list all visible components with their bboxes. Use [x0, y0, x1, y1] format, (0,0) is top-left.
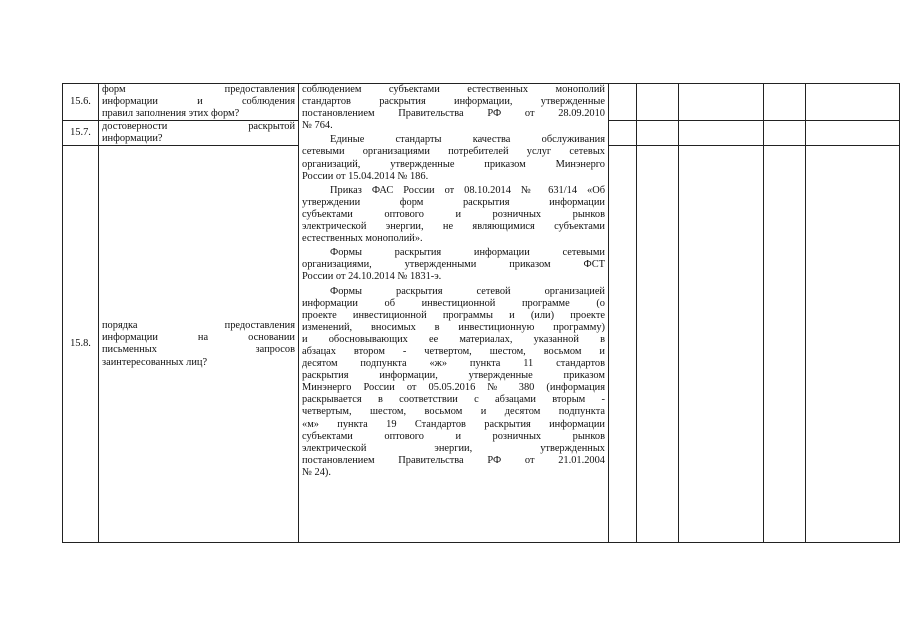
empty-cell [679, 84, 764, 121]
requirement-line: Формы раскрытия информации сетевыми [330, 247, 605, 259]
requirement-line: № 24). [302, 466, 331, 478]
requirement-paragraph [302, 286, 605, 480]
requirement-line: раскрытия информации, утвержденные приказом [302, 370, 605, 382]
requirement-line: соблюдением субъектами естественных монополий [302, 84, 605, 95]
question-line: информации на основании [102, 332, 295, 344]
requirement-line: субъектами оптового и розничных рынков [302, 430, 605, 442]
empty-cell [609, 146, 637, 543]
requirement-line: России от 24.10.2014 № 1831-э. [302, 271, 442, 283]
question-cell [99, 84, 299, 121]
requirement-line: России от 15.04.2014 № 186. [302, 170, 429, 182]
empty-cell [764, 121, 806, 146]
requirement-line: организациями, утвержденными приказом ФСТ [302, 259, 605, 271]
requirement-line: утверждении форм раскрытия информации [302, 196, 605, 208]
requirement-line: и обосновывающих ее материалах, указанной в [302, 333, 605, 345]
requirement-line: естественных монополий». [302, 233, 423, 245]
requirement-line: информации об инвестиционной программе (о [302, 297, 605, 309]
empty-cell [637, 84, 679, 121]
requirement-line: абзацах втором - четвертом, шестом, восьмом и [302, 345, 605, 357]
requirement-line: проекте инвестиционной программы и (или) проекте [302, 309, 605, 321]
question-line: правил заполнения этих форм? [102, 108, 240, 120]
requirement-line: десятом подпункта «ж» пункта 11 стандартов [302, 358, 605, 370]
requirement-line: четвертым, шестом, восьмом и десятом подпункта [302, 406, 605, 418]
question-line: форм предоставления [102, 84, 295, 95]
empty-cell [679, 121, 764, 146]
requirement-line: постановлением Правительства РФ от 28.09.2010 [302, 108, 605, 120]
requirement-line: Единые стандарты качества обслуживания [330, 134, 605, 146]
requirement-paragraph [302, 84, 605, 132]
empty-cell [806, 121, 900, 146]
empty-cell [609, 84, 637, 121]
requirement-line: сетевыми организациями потребителей услуг сетевых [302, 146, 605, 158]
requirements-cell [299, 84, 609, 543]
requirement-paragraph [302, 134, 605, 182]
question-line: информации и соблюдения [102, 96, 295, 108]
requirement-paragraph [302, 247, 605, 283]
requirement-line: субъектами оптового и розничных рынков [302, 208, 605, 220]
empty-cell [764, 84, 806, 121]
question-line: письменных запросов [102, 344, 295, 356]
empty-cell [637, 146, 679, 543]
requirement-line: электрической энергии, не являющимися субъектами [302, 221, 605, 233]
question-line: информации? [102, 133, 163, 145]
audit-checklist-table [62, 83, 900, 543]
question-cell [99, 146, 299, 543]
requirement-line: Минэнерго России от 05.05.2016 № 380 (информация [302, 382, 605, 394]
empty-cell [764, 146, 806, 543]
requirement-line: электрической энергии, утвержденных [302, 442, 605, 454]
question-cell [99, 121, 299, 146]
requirement-paragraph [302, 185, 605, 245]
row-number: 15.8. [63, 146, 99, 543]
empty-cell [679, 146, 764, 543]
question-line: заинтересованных лиц? [102, 356, 208, 368]
empty-cell [609, 121, 637, 146]
row-number: 15.6. [63, 84, 99, 121]
empty-cell [637, 121, 679, 146]
row-number: 15.7. [63, 121, 99, 146]
question-line: порядка предоставления [102, 320, 295, 332]
requirement-line: изменений, вносимых в инвестиционную программу) [302, 321, 605, 333]
requirement-line: Формы раскрытия сетевой организацией [330, 285, 605, 297]
empty-cell [806, 84, 900, 121]
requirement-line: стандартов раскрытия информации, утвержденные [302, 96, 605, 108]
requirement-line: организаций, утвержденные приказом Минэнерго [302, 158, 605, 170]
empty-cell [806, 146, 900, 543]
requirement-line: № 764. [302, 120, 333, 132]
requirement-line: «м» пункта 19 Стандартов раскрытия информации [302, 418, 605, 430]
requirement-line: Приказ ФАС России от 08.10.2014 № 631/14 «Об [330, 184, 605, 196]
requirement-line: раскрывается в соответствии с абзацами вторым - [302, 394, 605, 406]
question-line: достоверности раскрытой [102, 121, 295, 133]
table-row [63, 84, 900, 121]
requirement-line: постановлением Правительства РФ от 21.01.2004 [302, 454, 605, 466]
